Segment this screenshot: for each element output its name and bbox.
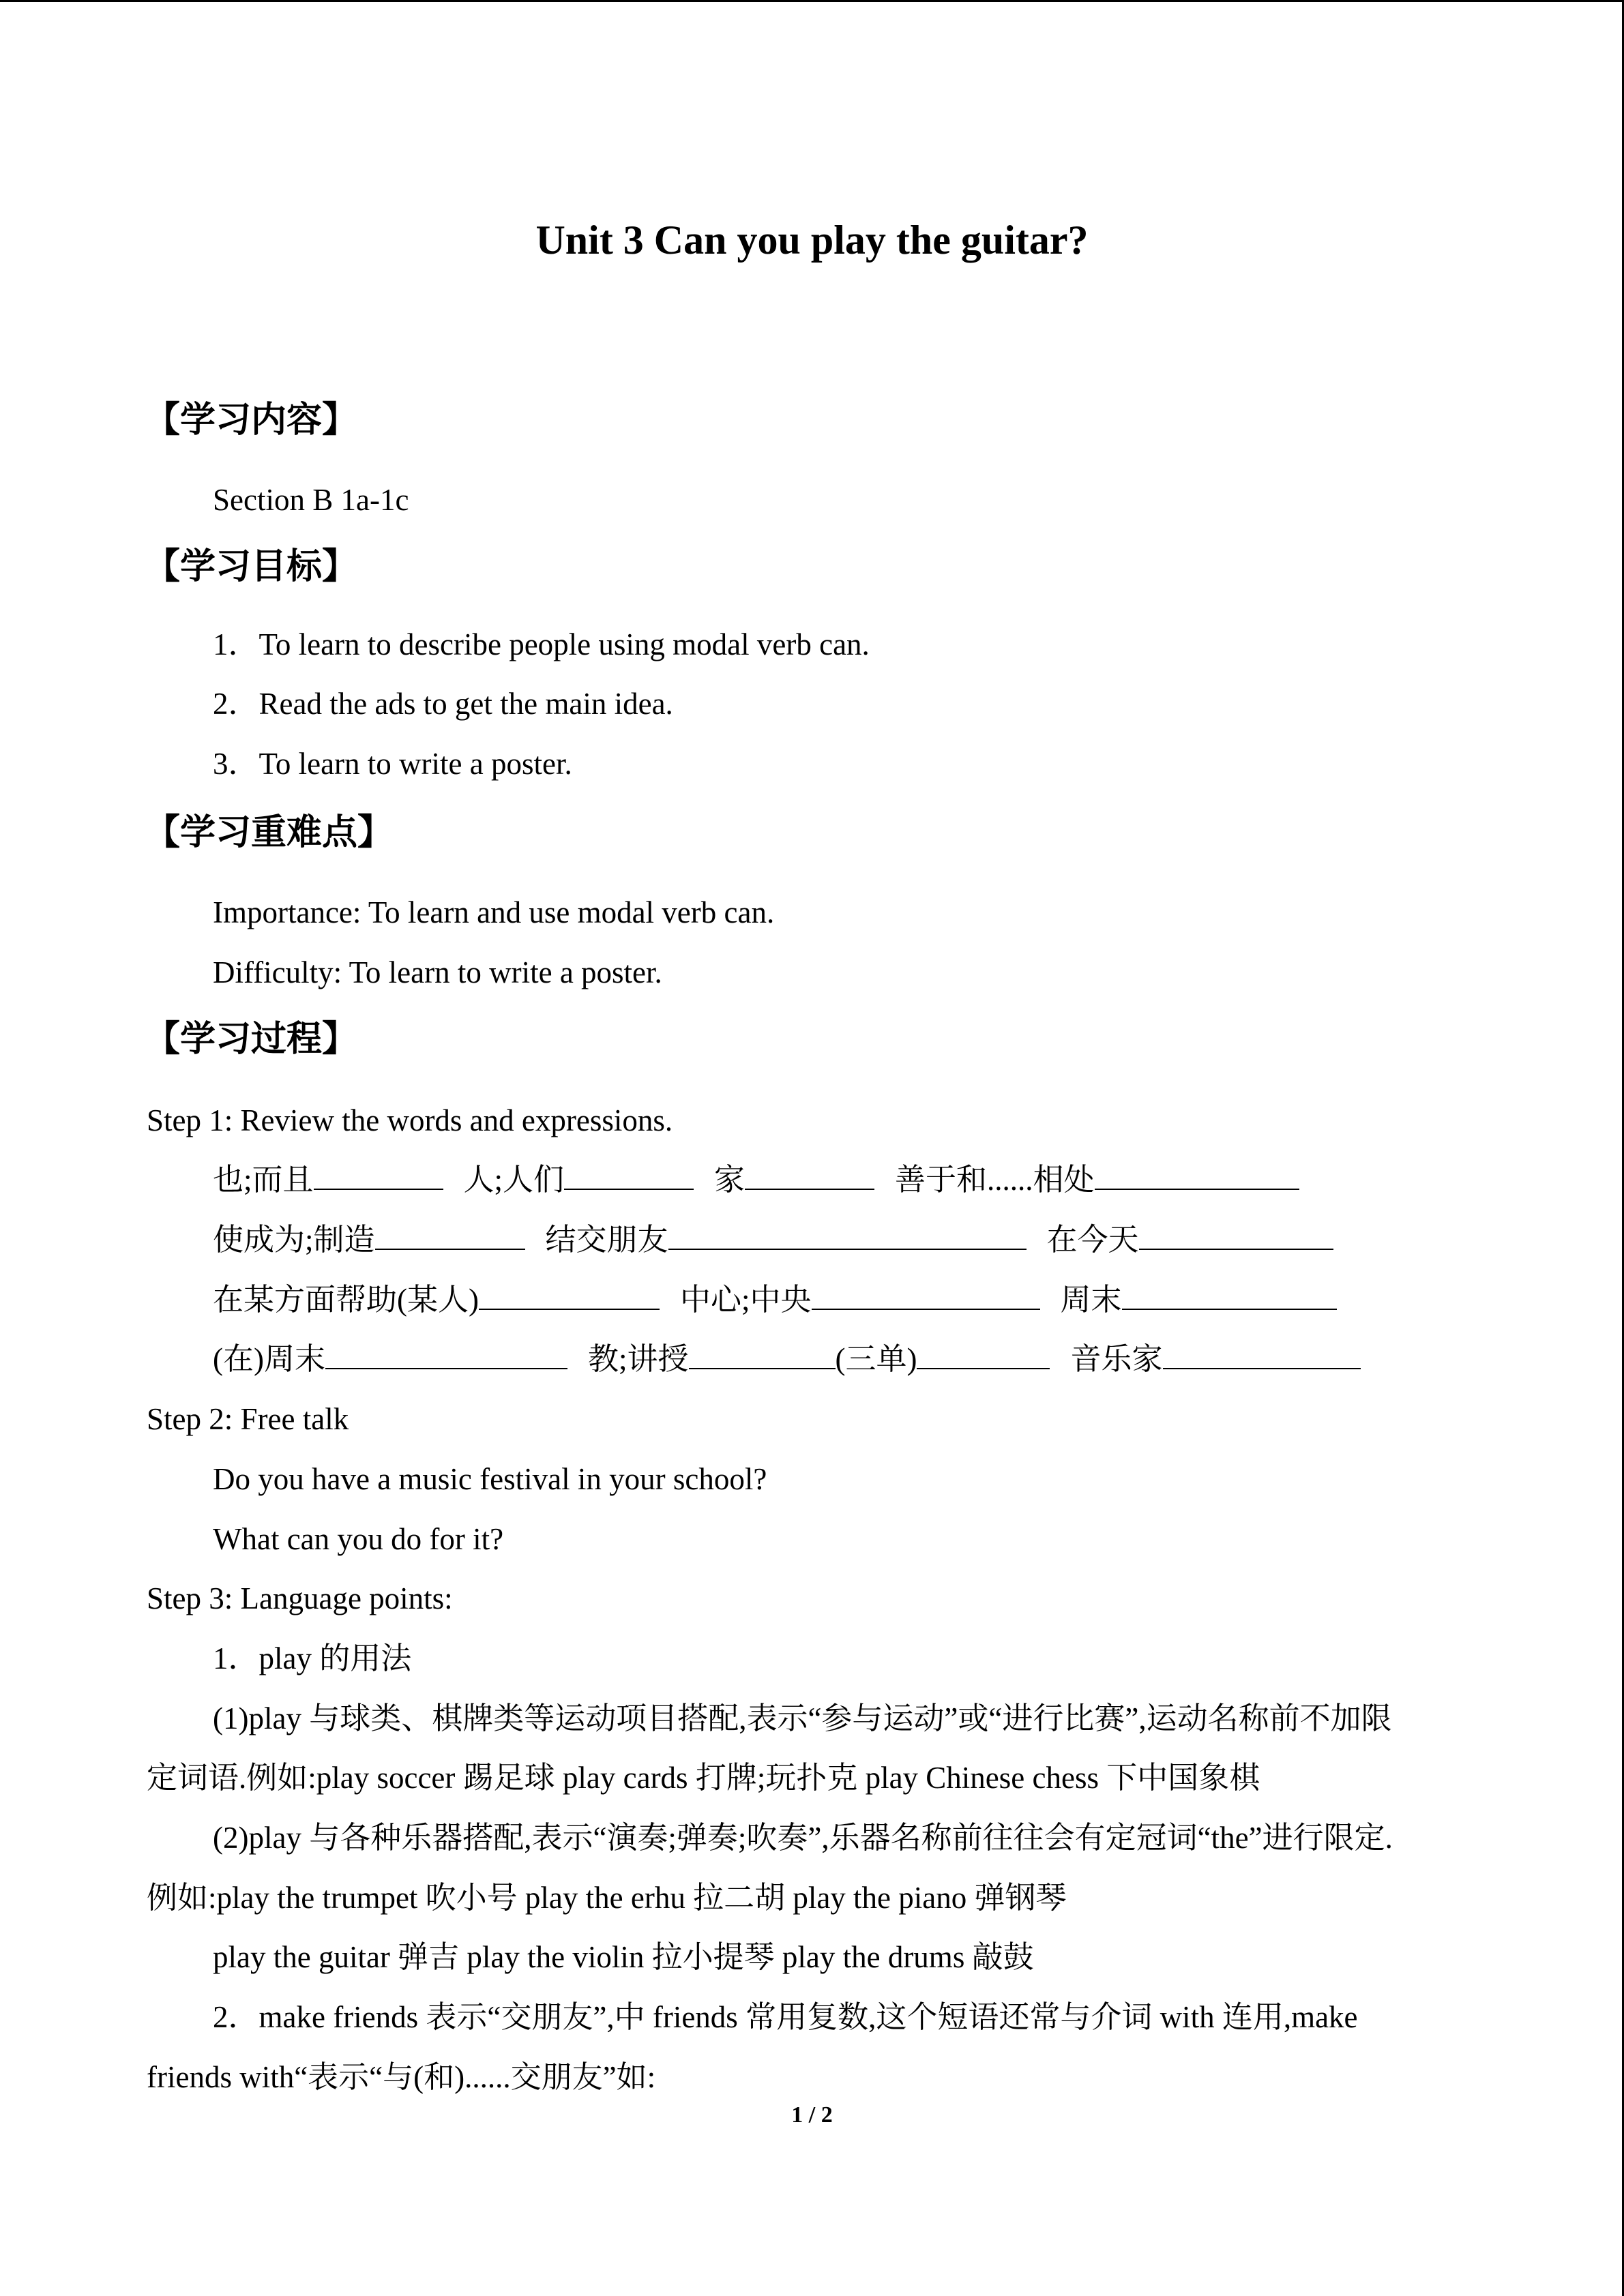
answer-blank[interactable] (314, 1160, 443, 1190)
step2-title: Step 2: Free talk (147, 1402, 349, 1436)
vocab-prompt: 教;讲授 (587, 1342, 689, 1376)
answer-blank[interactable] (1122, 1280, 1337, 1310)
point2-paragraph-line: friends with“表示“与(和)......交朋友”如: (147, 2060, 656, 2094)
vocab-prompt: 中心;中央 (679, 1283, 812, 1317)
vocab-prompt: 善于和......相处 (895, 1163, 1095, 1197)
answer-blank[interactable] (1163, 1339, 1361, 1369)
vocab-prompt: 人;人们 (463, 1163, 565, 1197)
vocab-prompt: 周末 (1060, 1283, 1122, 1317)
heading-learning-content: 【学习内容】 (145, 400, 358, 441)
difficulty-text: Difficulty: To learn to write a poster. (213, 955, 662, 989)
objective-item: 1．To learn to describe people using modal verb can. (213, 627, 870, 661)
point1-paragraph-line: (2)play 与各种乐器搭配,表示“演奏;弹奏;吹奏”,乐器名称前往往会有定冠词“the”进行限定. (213, 1821, 1393, 1855)
heading-key-points: 【学习重难点】 (145, 812, 394, 853)
importance-text: Importance: To learn and use modal verb can. (213, 895, 775, 929)
point1-paragraph-line: 定词语.例如:play soccer 踢足球 play cards 打牌;玩扑克 play Chinese chess 下中国象棋 (147, 1761, 1260, 1795)
answer-blank[interactable] (564, 1160, 694, 1190)
point1-paragraph-line: play the guitar 弹吉 play the violin 拉小提琴 play the drums 敲鼓 (213, 1940, 1034, 1974)
free-talk-question: What can you do for it? (213, 1522, 504, 1556)
heading-learning-process: 【学习过程】 (145, 1019, 358, 1060)
vocab-prompt: (在)周末 (213, 1342, 325, 1376)
vocab-row (213, 1279, 1337, 1320)
page-number: 1 / 2 (791, 2102, 833, 2128)
document-title: Unit 3 Can you play the guitar? (535, 218, 1089, 263)
answer-blank[interactable] (1139, 1220, 1333, 1250)
step3-title: Step 3: Language points: (147, 1581, 453, 1615)
content-text: Section B 1a-1c (213, 483, 409, 517)
answer-blank[interactable] (375, 1220, 525, 1250)
vocab-prompt: 在某方面帮助(某人) (213, 1283, 479, 1317)
vocab-prompt: 家 (714, 1163, 745, 1197)
answer-blank[interactable] (479, 1280, 660, 1310)
step1-title: Step 1: Review the words and expressions. (147, 1103, 673, 1137)
answer-blank[interactable] (745, 1160, 874, 1190)
objective-item: 2．Read the ads to get the main idea. (213, 687, 673, 721)
vocab-prompt: (三单) (835, 1342, 917, 1376)
answer-blank[interactable] (668, 1220, 1027, 1250)
heading-learning-objectives: 【学习目标】 (145, 546, 358, 587)
vocab-prompt: 音乐家 (1070, 1342, 1163, 1376)
objective-item: 3．To learn to write a poster. (213, 747, 572, 781)
free-talk-question: Do you have a music festival in your school? (213, 1462, 767, 1496)
point2-paragraph-line: 2．make friends 表示“交朋友”,中 friends 常用复数,这个短语还常与介词 with 连用,make (213, 2000, 1358, 2034)
point1-title: 1．play 的用法 (213, 1641, 412, 1675)
answer-blank[interactable] (689, 1339, 836, 1369)
vocab-row (213, 1219, 1333, 1260)
vocab-row (213, 1339, 1361, 1380)
vocab-prompt: 也;而且 (213, 1163, 314, 1197)
vocab-prompt: 结交朋友 (545, 1223, 668, 1257)
vocab-row (213, 1159, 1299, 1200)
vocab-prompt: 使成为;制造 (213, 1223, 375, 1257)
answer-blank[interactable] (917, 1339, 1050, 1369)
point1-paragraph-line: 例如:play the trumpet 吹小号 play the erhu 拉二胡 play the piano 弹钢琴 (147, 1881, 1067, 1915)
point1-paragraph-line: (1)play 与球类、棋牌类等运动项目搭配,表示“参与运动”或“进行比赛”,运动名称前不加限 (213, 1701, 1392, 1735)
vocab-prompt: 在今天 (1046, 1223, 1139, 1257)
answer-blank[interactable] (325, 1339, 567, 1369)
answer-blank[interactable] (812, 1280, 1040, 1310)
answer-blank[interactable] (1095, 1160, 1299, 1190)
